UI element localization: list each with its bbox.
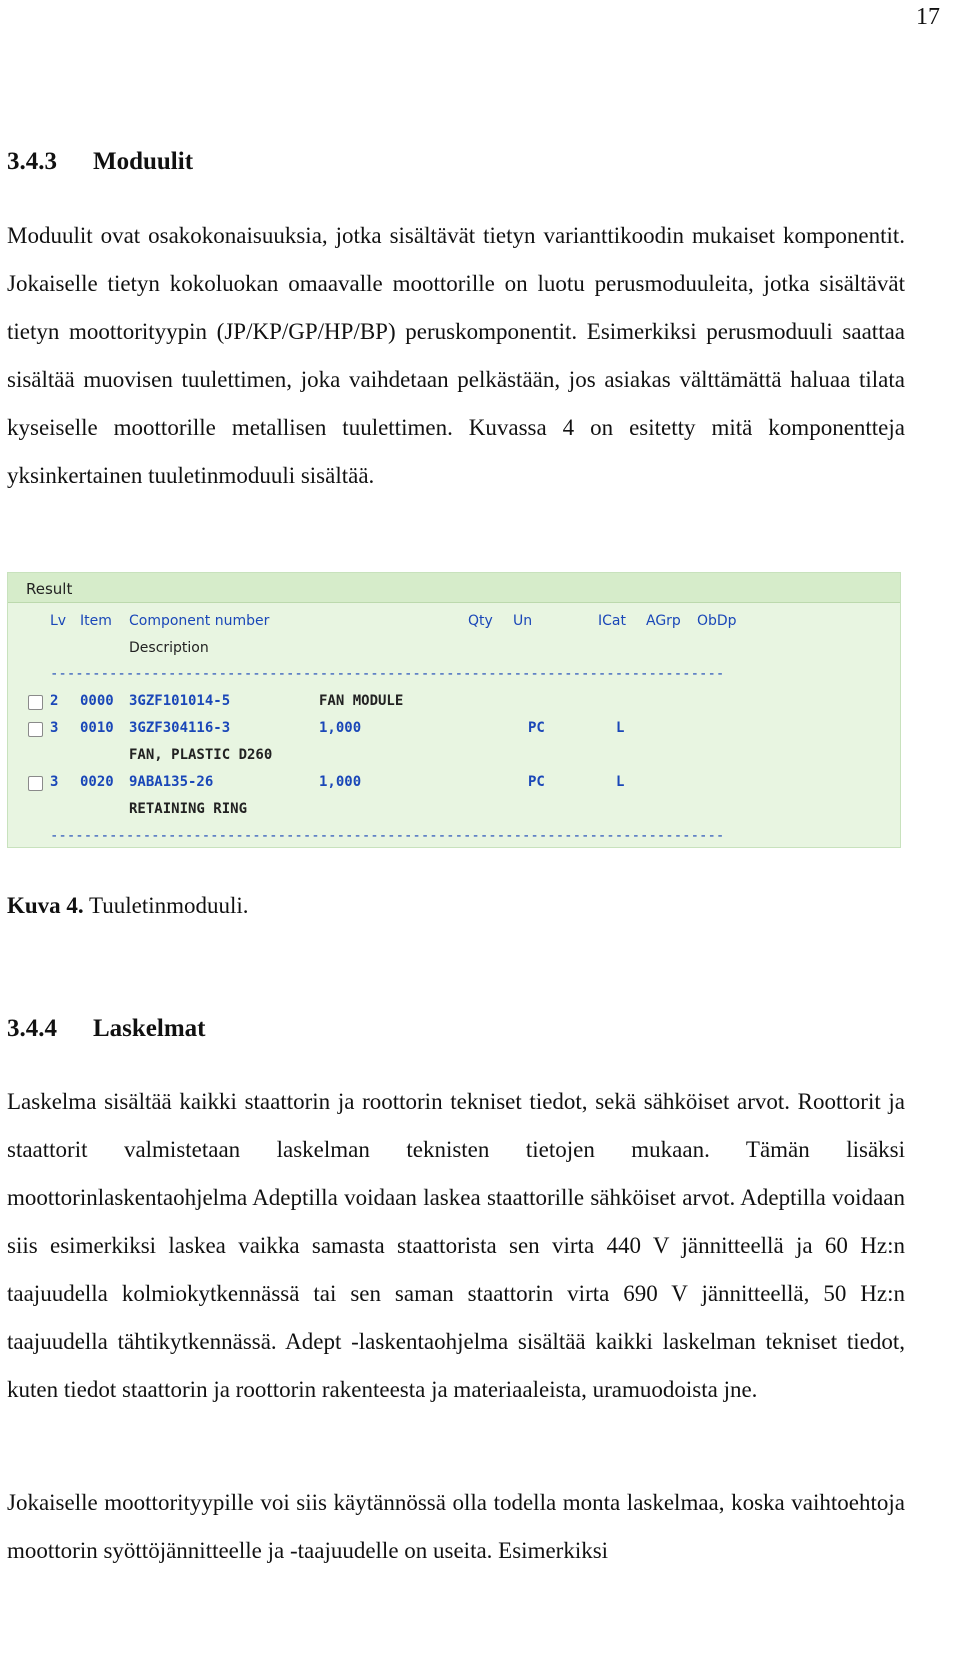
section-number: 3.4.3 bbox=[7, 148, 57, 175]
row-description: FAN, PLASTIC D260 bbox=[129, 747, 273, 763]
row-item: 0020 bbox=[80, 774, 114, 790]
row-lv: 3 bbox=[50, 720, 59, 736]
header-agrp: AGrp bbox=[646, 613, 681, 629]
section-number: 3.4.4 bbox=[7, 1015, 57, 1042]
section-title: Laskelmat bbox=[93, 1015, 206, 1042]
row-unit: PC bbox=[528, 720, 545, 736]
page-number: 17 bbox=[916, 4, 940, 30]
figure-caption bbox=[7, 893, 249, 919]
header-component-number: Component number bbox=[129, 613, 270, 629]
moduulit-paragraph: Moduulit ovat osakokonaisuuksia, jotka sisältävät tietyn varianttikoodin mukaiset komponentit. Jokaiselle tietyn kokoluokan omaavalle moottorille on luotu perusmoduuleita, jotka sisältävät tietyn moottorityypin (JP/KP/GP/HP/BP) peruskomponentit. Esimerkiksi perusmoduuli saattaa sisältää muovisen tuulettimen, joka vaihdetaan pelkästään, jos asiakas välttämättä haluaa tilata kyseiselle moottorille metallisen tuulettimen. Kuvassa 4 on esitetty mitä komponentteja yksinkertainen tuuletinmoduuli sisältää. bbox=[7, 223, 905, 488]
section-heading-laskelmat bbox=[7, 1015, 206, 1043]
row-component-number: 3GZF304116-3 bbox=[129, 720, 231, 736]
laskelmat-paragraph-2: Jokaiselle moottorityypille voi siis käytännössä olla todella monta laskelmaa, koska vaihtoehtoja moottorin syöttöjännitteelle ja -taajuudelle on useita. Esimerkiksi bbox=[7, 1490, 905, 1563]
row-lv: 2 bbox=[50, 693, 59, 709]
row-checkbox[interactable] bbox=[28, 776, 43, 791]
row-unit: PC bbox=[528, 774, 545, 790]
caption-text: Tuuletinmoduuli. bbox=[83, 893, 249, 918]
laskelmat-paragraph-1: Laskelma sisältää kaikki staattorin ja roottorin tekniset tiedot, sekä sähköiset arvot. Roottorit ja staattorit valmistetaan laskelman teknisten tietojen mukaan. Tämän lisäksi moottorinlaskentaohjelma Adeptilla voidaan laskea staattorille sähköiset arvot. Adeptilla voidaan siis esimerkiksi laskea vaikka samasta staattorista sen virta 440 V jännitteellä ja 60 Hz:n taajuudella kolmiokytkennässä tai sen saman staattorin virta 690 V jännitteellä, 50 Hz:n taajuudella tähtikytkennässä. Adept -laskentaohjelma sisältää kaikki laskelman tekniset tiedot, kuten tiedot staattorin ja roottorin rakenteesta ja materiaaleista, uramuodoista jne. bbox=[7, 1089, 905, 1402]
result-panel-title: Result bbox=[8, 573, 900, 603]
row-qty: 1,000 bbox=[319, 720, 362, 736]
header-qty: Qty bbox=[468, 613, 493, 629]
row-component-number: 3GZF101014-5 bbox=[129, 693, 231, 709]
row-checkbox[interactable] bbox=[28, 695, 43, 710]
result-screenshot-figure bbox=[7, 572, 901, 848]
header-item: Item bbox=[80, 613, 112, 629]
row-qty: 1,000 bbox=[319, 774, 362, 790]
header-lv: Lv bbox=[50, 613, 67, 629]
header-obdp: ObDp bbox=[697, 613, 737, 629]
row-icat: L bbox=[616, 774, 625, 790]
section-title: Moduulit bbox=[93, 148, 194, 175]
row-component-number: 9ABA135-26 bbox=[129, 774, 214, 790]
header-icat: ICat bbox=[598, 613, 626, 629]
row-item: 0010 bbox=[80, 720, 114, 736]
separator-line-bottom: -------------------------------------------------------------------------------- bbox=[50, 828, 725, 844]
header-un: Un bbox=[513, 613, 533, 629]
section-heading-moduulit bbox=[7, 148, 193, 176]
header-description: Description bbox=[129, 640, 209, 656]
row-item: 0000 bbox=[80, 693, 114, 709]
separator-line-top: -------------------------------------------------------------------------------- bbox=[50, 666, 725, 682]
row-description: RETAINING RING bbox=[129, 801, 248, 817]
row-lv: 3 bbox=[50, 774, 59, 790]
row-module-name: FAN MODULE bbox=[319, 693, 404, 709]
row-icat: L bbox=[616, 720, 625, 736]
caption-label: Kuva 4. bbox=[7, 893, 84, 918]
row-checkbox[interactable] bbox=[28, 722, 43, 737]
